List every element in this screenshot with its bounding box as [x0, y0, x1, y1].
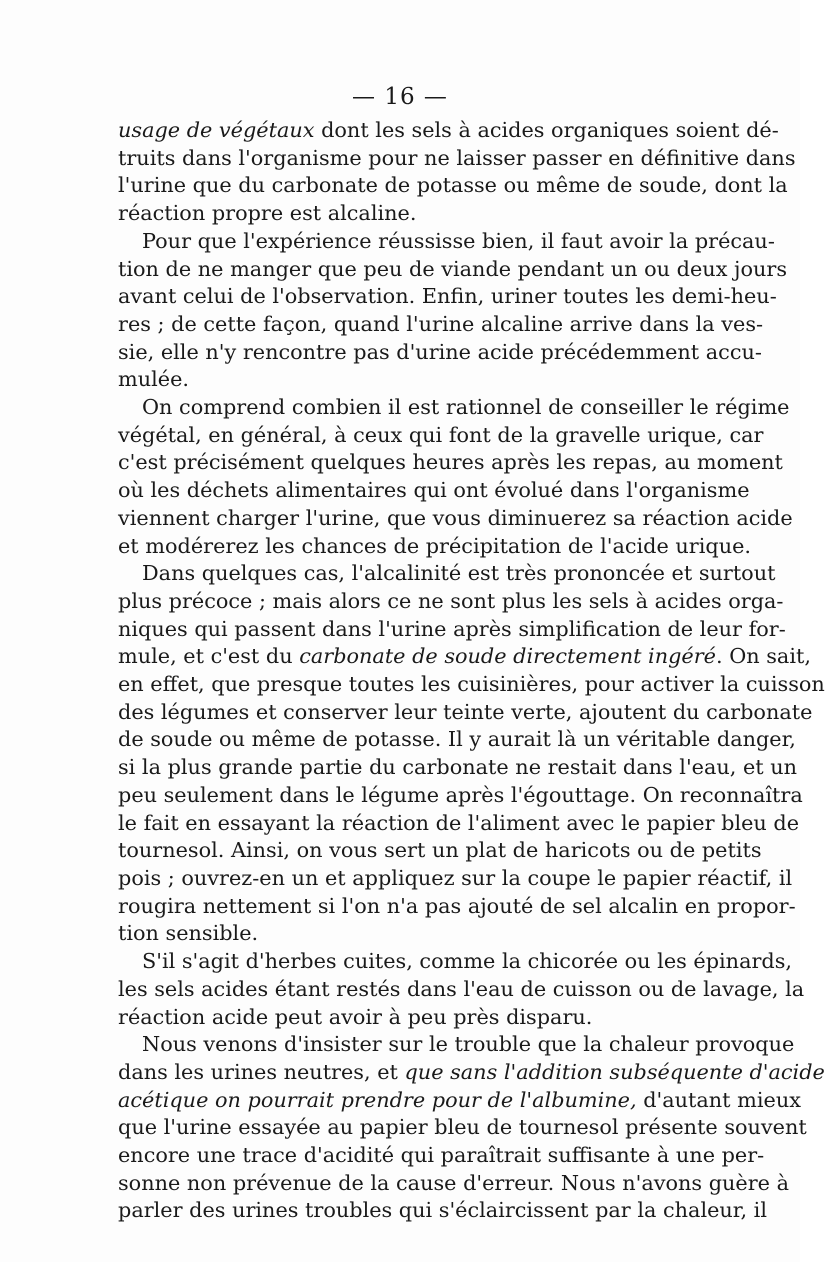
text-run: des légumes et conserver leur teinte verte, ajoutent du carbonate [118, 699, 813, 724]
text-run: le fait en essayant la réaction de l'aliment avec le papier bleu de [118, 810, 800, 835]
italic-text: acétique on pourrait prendre pour de l'albumine, [118, 1087, 637, 1112]
paragraph [118, 948, 805, 1031]
paragraph [118, 228, 788, 394]
paragraph [118, 1031, 825, 1225]
text-line [118, 726, 796, 754]
text-line [118, 172, 788, 200]
text-line [118, 837, 762, 865]
text-line [118, 810, 800, 838]
text-run: tion de ne manger que peu de viande pendant un ou deux jours [118, 256, 788, 281]
text-line [118, 671, 825, 699]
italic-text: usage de végétaux [118, 118, 315, 142]
text-run: et modérerez les chances de précipitation de l'acide urique. [118, 533, 752, 558]
text-line [118, 228, 775, 256]
text-run: tion sensible. [118, 921, 259, 946]
text-line [118, 616, 786, 644]
text-run: niques qui passent dans l'urine après simplification de leur for- [118, 616, 786, 641]
text-run: plus précoce ; mais alors ce ne sont plus les sels à acides orga- [118, 588, 784, 613]
body-text [118, 117, 825, 1225]
text-line [118, 449, 783, 477]
text-run: sie, elle n'y rencontre pas d'urine acide précédemment accu- [118, 339, 762, 364]
text-line [118, 893, 796, 921]
text-line [118, 588, 784, 616]
text-run: que l'urine essayée au papier bleu de tournesol présente souvent [118, 1115, 807, 1140]
text-run: sonne non prévenue de la cause d'erreur. Nous n'avons guère à [118, 1170, 789, 1195]
text-line [118, 782, 803, 810]
text-run: si la plus grande partie du carbonate ne restait dans l'eau, et un [118, 755, 798, 780]
text-line [118, 643, 811, 671]
text-run: l'urine que du carbonate de potasse ou même de soude, dont la [118, 173, 788, 198]
text-line [118, 865, 793, 893]
text-line [118, 1031, 795, 1059]
text-line [118, 560, 776, 588]
paragraph [118, 560, 825, 948]
text-line [118, 283, 777, 311]
text-run: dans les urines neutres, et [118, 1059, 405, 1084]
text-run: Nous venons d'insister sur le trouble que la chaleur provoque [142, 1032, 795, 1057]
text-run: mule, et c'est du [118, 644, 300, 669]
text-line [118, 117, 779, 145]
page-number: — 16 — [352, 84, 448, 110]
italic-text: carbonate de soude directement ingéré [299, 644, 716, 669]
text-line [118, 366, 680, 394]
italic-text: que sans l'addition subséquente d'acide [404, 1059, 825, 1084]
paragraph [118, 394, 793, 560]
text-line [118, 948, 793, 976]
text-line [118, 505, 793, 533]
text-run: de soude ou même de potasse. Il y aurait là un véritable danger, [118, 727, 796, 752]
text-run: où les déchets alimentaires qui ont évolué dans l'organisme [118, 478, 750, 503]
text-line [118, 699, 813, 727]
text-run: les sels acides étant restés dans l'eau de cuisson ou de lavage, la [118, 976, 805, 1001]
text-run: mulée. [118, 367, 189, 392]
text-run: S'il s'agit d'herbes cuites, comme la chicorée ou les épinards, [142, 949, 793, 974]
text-run: avant celui de l'observation. Enfin, uriner toutes les demi-heu- [118, 284, 777, 309]
text-line [118, 422, 764, 450]
text-line [118, 1170, 789, 1198]
text-run: truits dans l'organisme pour ne laisser passer en définitive dans [118, 145, 796, 170]
text-run: réaction acide peut avoir à peu près disparu. [118, 1004, 593, 1029]
text-run: d'autant mieux [636, 1087, 801, 1112]
text-run: encore une trace d'acidité qui paraîtrait suffisante à une per- [118, 1143, 765, 1168]
text-line [118, 1197, 767, 1225]
text-line [118, 311, 764, 339]
text-line [118, 256, 788, 284]
text-run: peu seulement dans le légume après l'égouttage. On reconnaîtra [118, 782, 803, 807]
text-run: rougira nettement si l'on n'a pas ajouté de sel alcalin en propor- [118, 893, 796, 918]
text-line [118, 394, 790, 422]
paragraph [118, 117, 796, 228]
text-run: végétal, en général, à ceux qui font de la gravelle urique, car [118, 422, 764, 447]
text-line [118, 1142, 765, 1170]
text-line [118, 920, 680, 948]
text-line [118, 1087, 801, 1115]
text-line [118, 339, 762, 367]
text-line [118, 976, 805, 1004]
text-line [118, 754, 798, 782]
text-line [118, 533, 752, 561]
text-run: . On sait, [715, 644, 811, 669]
text-run: Pour que l'expérience réussisse bien, il faut avoir la précau- [142, 228, 775, 253]
text-run: tournesol. Ainsi, on vous sert un plat de haricots ou de petits [118, 838, 762, 863]
text-line [118, 1114, 807, 1142]
text-run: dont les sels à acides organiques soient dé- [314, 118, 779, 142]
text-run: viennent charger l'urine, que vous diminuerez sa réaction acide [118, 505, 793, 530]
text-run: On comprend combien il est rationnel de conseiller le régime [142, 395, 790, 420]
text-line [118, 145, 796, 173]
text-run: pois ; ouvrez-en un et appliquez sur la coupe le papier réactif, il [118, 865, 793, 890]
text-line [118, 1004, 680, 1032]
text-run: c'est précisément quelques heures après les repas, au moment [118, 450, 783, 475]
text-run: parler des urines troubles qui s'éclaircissent par la chaleur, il [118, 1198, 767, 1223]
text-line [118, 1059, 825, 1087]
text-line [118, 200, 680, 228]
text-run: Dans quelques cas, l'alcalinité est très prononcée et surtout [142, 561, 776, 586]
text-run: en effet, que presque toutes les cuisinières, pour activer la cuisson [118, 672, 825, 697]
text-run: réaction propre est alcaline. [118, 201, 417, 226]
text-run: res ; de cette façon, quand l'urine alcaline arrive dans la ves- [118, 311, 764, 336]
text-line [118, 477, 750, 505]
